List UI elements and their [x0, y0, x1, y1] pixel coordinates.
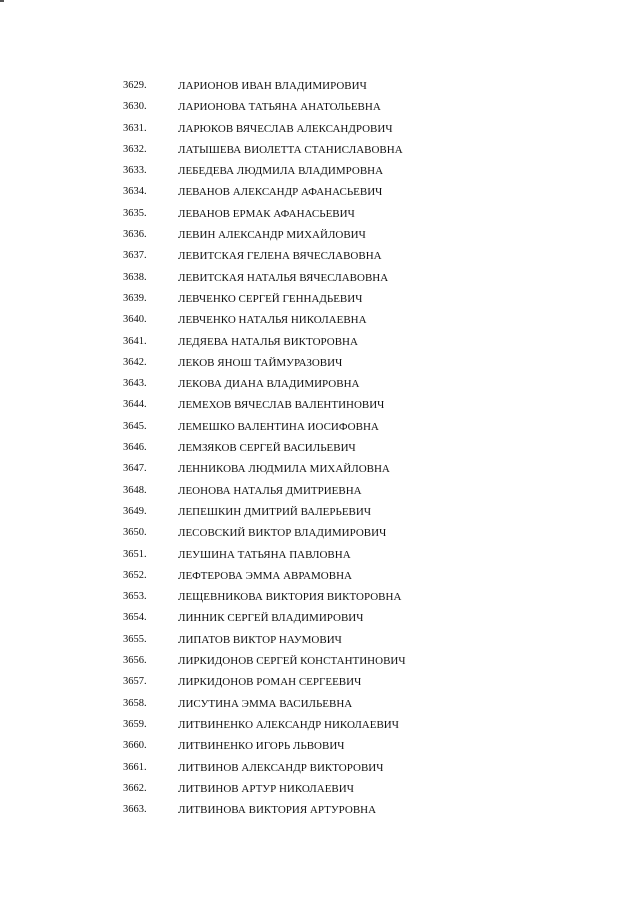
list-item — [0, 208, 640, 229]
entry-number: 3663. — [123, 804, 147, 816]
entry-full-name: ЛИРКИДОНОВ СЕРГЕЙ КОНСТАНТИНОВИЧ — [178, 655, 406, 668]
list-item — [0, 506, 640, 527]
entry-number: 3636. — [123, 229, 147, 241]
entry-full-name: ЛЕВАНОВ ЕРМАК АФАНАСЬЕВИЧ — [178, 207, 355, 220]
entry-number: 3635. — [123, 207, 147, 219]
entry-full-name: ЛИННИК СЕРГЕЙ ВЛАДИМИРОВИЧ — [178, 612, 364, 625]
list-item — [0, 634, 640, 655]
entry-number: 3647. — [123, 463, 147, 475]
list-item — [0, 272, 640, 293]
list-item — [0, 549, 640, 570]
list-item — [0, 463, 640, 484]
entry-full-name: ЛИТВИНЕНКО АЛЕКСАНДР НИКОЛАЕВИЧ — [178, 718, 399, 731]
list-item — [0, 101, 640, 122]
entry-full-name: ЛЕННИКОВА ЛЮДМИЛА МИХАЙЛОВНА — [178, 463, 390, 476]
list-item — [0, 165, 640, 186]
entry-number: 3662. — [123, 782, 147, 794]
entry-number: 3633. — [123, 165, 147, 177]
entry-full-name: ЛЕМЕХОВ ВЯЧЕСЛАВ ВАЛЕНТИНОВИЧ — [178, 399, 385, 412]
entry-number: 3638. — [123, 271, 147, 283]
list-item — [0, 676, 640, 697]
entry-number: 3640. — [123, 314, 147, 326]
entry-number: 3634. — [123, 186, 147, 198]
list-item — [0, 399, 640, 420]
entry-number: 3661. — [123, 761, 147, 773]
entry-full-name: ЛЕВИТСКАЯ НАТАЛЬЯ ВЯЧЕСЛАВОВНА — [178, 271, 389, 284]
list-item — [0, 314, 640, 335]
entry-number: 3648. — [123, 484, 147, 496]
entry-full-name: ЛИТВИНОВ АРТУР НИКОЛАЕВИЧ — [178, 782, 354, 795]
entry-full-name: ЛЕОНОВА НАТАЛЬЯ ДМИТРИЕВНА — [178, 484, 362, 497]
entry-full-name: ЛЕМЗЯКОВ СЕРГЕЙ ВАСИЛЬЕВИЧ — [178, 442, 356, 455]
entry-full-name: ЛИТВИНОВА ВИКТОРИЯ АРТУРОВНА — [178, 804, 377, 817]
entry-full-name: ЛЕПЕШКИН ДМИТРИЙ ВАЛЕРЬЕВИЧ — [178, 505, 371, 518]
entry-number: 3639. — [123, 292, 147, 304]
entry-full-name: ЛИСУТИНА ЭММА ВАСИЛЬЕВНА — [178, 697, 353, 710]
entry-full-name: ЛЕДЯЕВА НАТАЛЬЯ ВИКТОРОВНА — [178, 335, 358, 348]
list-item — [0, 421, 640, 442]
entry-number: 3654. — [123, 612, 147, 624]
entry-list — [0, 80, 640, 825]
entry-full-name: ЛЕЩЕВНИКОВА ВИКТОРИЯ ВИКТОРОВНА — [178, 591, 402, 604]
list-item — [0, 740, 640, 761]
entry-number: 3656. — [123, 655, 147, 667]
entry-number: 3653. — [123, 591, 147, 603]
entry-number: 3657. — [123, 676, 147, 688]
list-item — [0, 144, 640, 165]
list-item — [0, 783, 640, 804]
list-item — [0, 698, 640, 719]
entry-full-name: ЛЕСОВСКИЙ ВИКТОР ВЛАДИМИРОВИЧ — [178, 527, 387, 540]
entry-number: 3642. — [123, 356, 147, 368]
entry-full-name: ЛИРКИДОНОВ РОМАН СЕРГЕЕВИЧ — [178, 676, 362, 689]
entry-number: 3646. — [123, 442, 147, 454]
scan-corner-mark — [0, 0, 4, 2]
entry-number: 3649. — [123, 505, 147, 517]
entry-full-name: ЛИПАТОВ ВИКТОР НАУМОВИЧ — [178, 633, 342, 646]
entry-full-name: ЛИТВИНОВ АЛЕКСАНДР ВИКТОРОВИЧ — [178, 761, 384, 774]
list-item — [0, 336, 640, 357]
entry-number: 3637. — [123, 250, 147, 262]
entry-number: 3631. — [123, 122, 147, 134]
list-item — [0, 804, 640, 825]
entry-number: 3650. — [123, 527, 147, 539]
entry-number: 3629. — [123, 80, 147, 91]
entry-full-name: ЛЕВЧЕНКО СЕРГЕЙ ГЕННАДЬЕВИЧ — [178, 292, 363, 305]
list-item — [0, 229, 640, 250]
entry-number: 3641. — [123, 335, 147, 347]
entry-full-name: ЛЕКОВ ЯНОШ ТАЙМУРАЗОВИЧ — [178, 356, 343, 369]
entry-full-name: ЛЕВИН АЛЕКСАНДР МИХАЙЛОВИЧ — [178, 229, 366, 242]
list-item — [0, 80, 640, 101]
list-item — [0, 570, 640, 591]
list-item — [0, 591, 640, 612]
entry-full-name: ЛИТВИНЕНКО ИГОРЬ ЛЬВОВИЧ — [178, 740, 345, 753]
entry-full-name: ЛЕБЕДЕВА ЛЮДМИЛА ВЛАДИМРОВНА — [178, 165, 384, 178]
list-item — [0, 123, 640, 144]
entry-full-name: ЛЕМЕШКО ВАЛЕНТИНА ИОСИФОВНА — [178, 420, 379, 433]
entry-full-name: ЛЕВАНОВ АЛЕКСАНДР АФАНАСЬЕВИЧ — [178, 186, 383, 199]
entry-number: 3630. — [123, 101, 147, 113]
entry-number: 3645. — [123, 420, 147, 432]
entry-number: 3643. — [123, 378, 147, 390]
entry-full-name: ЛЕУШИНА ТАТЬЯНА ПАВЛОВНА — [178, 548, 351, 561]
list-item — [0, 293, 640, 314]
list-item — [0, 719, 640, 740]
entry-number: 3658. — [123, 697, 147, 709]
entry-full-name: ЛЕКОВА ДИАНА ВЛАДИМИРОВНА — [178, 378, 360, 391]
list-item — [0, 357, 640, 378]
entry-number: 3632. — [123, 143, 147, 155]
entry-full-name: ЛЕВЧЕНКО НАТАЛЬЯ НИКОЛАЕВНА — [178, 314, 367, 327]
entry-full-name: ЛАТЫШЕВА ВИОЛЕТТА СТАНИСЛАВОВНА — [178, 143, 403, 156]
entry-full-name: ЛАРИОНОВА ТАТЬЯНА АНАТОЛЬЕВНА — [178, 101, 381, 114]
list-item — [0, 612, 640, 633]
list-item — [0, 186, 640, 207]
entry-number: 3651. — [123, 548, 147, 560]
list-item — [0, 485, 640, 506]
entry-number: 3660. — [123, 740, 147, 752]
list-item — [0, 527, 640, 548]
entry-full-name: ЛАРИОНОВ ИВАН ВЛАДИМИРОВИЧ — [178, 80, 367, 92]
list-item — [0, 762, 640, 783]
entry-full-name: ЛЕФТЕРОВА ЭММА АВРАМОВНА — [178, 569, 352, 582]
entry-number: 3655. — [123, 633, 147, 645]
list-item — [0, 655, 640, 676]
entry-number: 3659. — [123, 718, 147, 730]
list-item — [0, 250, 640, 271]
entry-full-name: ЛЕВИТСКАЯ ГЕЛЕНА ВЯЧЕСЛАВОВНА — [178, 250, 382, 263]
list-item — [0, 378, 640, 399]
list-item — [0, 442, 640, 463]
entry-number: 3652. — [123, 569, 147, 581]
entry-full-name: ЛАРЮКОВ ВЯЧЕСЛАВ АЛЕКСАНДРОВИЧ — [178, 122, 393, 135]
entry-number: 3644. — [123, 399, 147, 411]
